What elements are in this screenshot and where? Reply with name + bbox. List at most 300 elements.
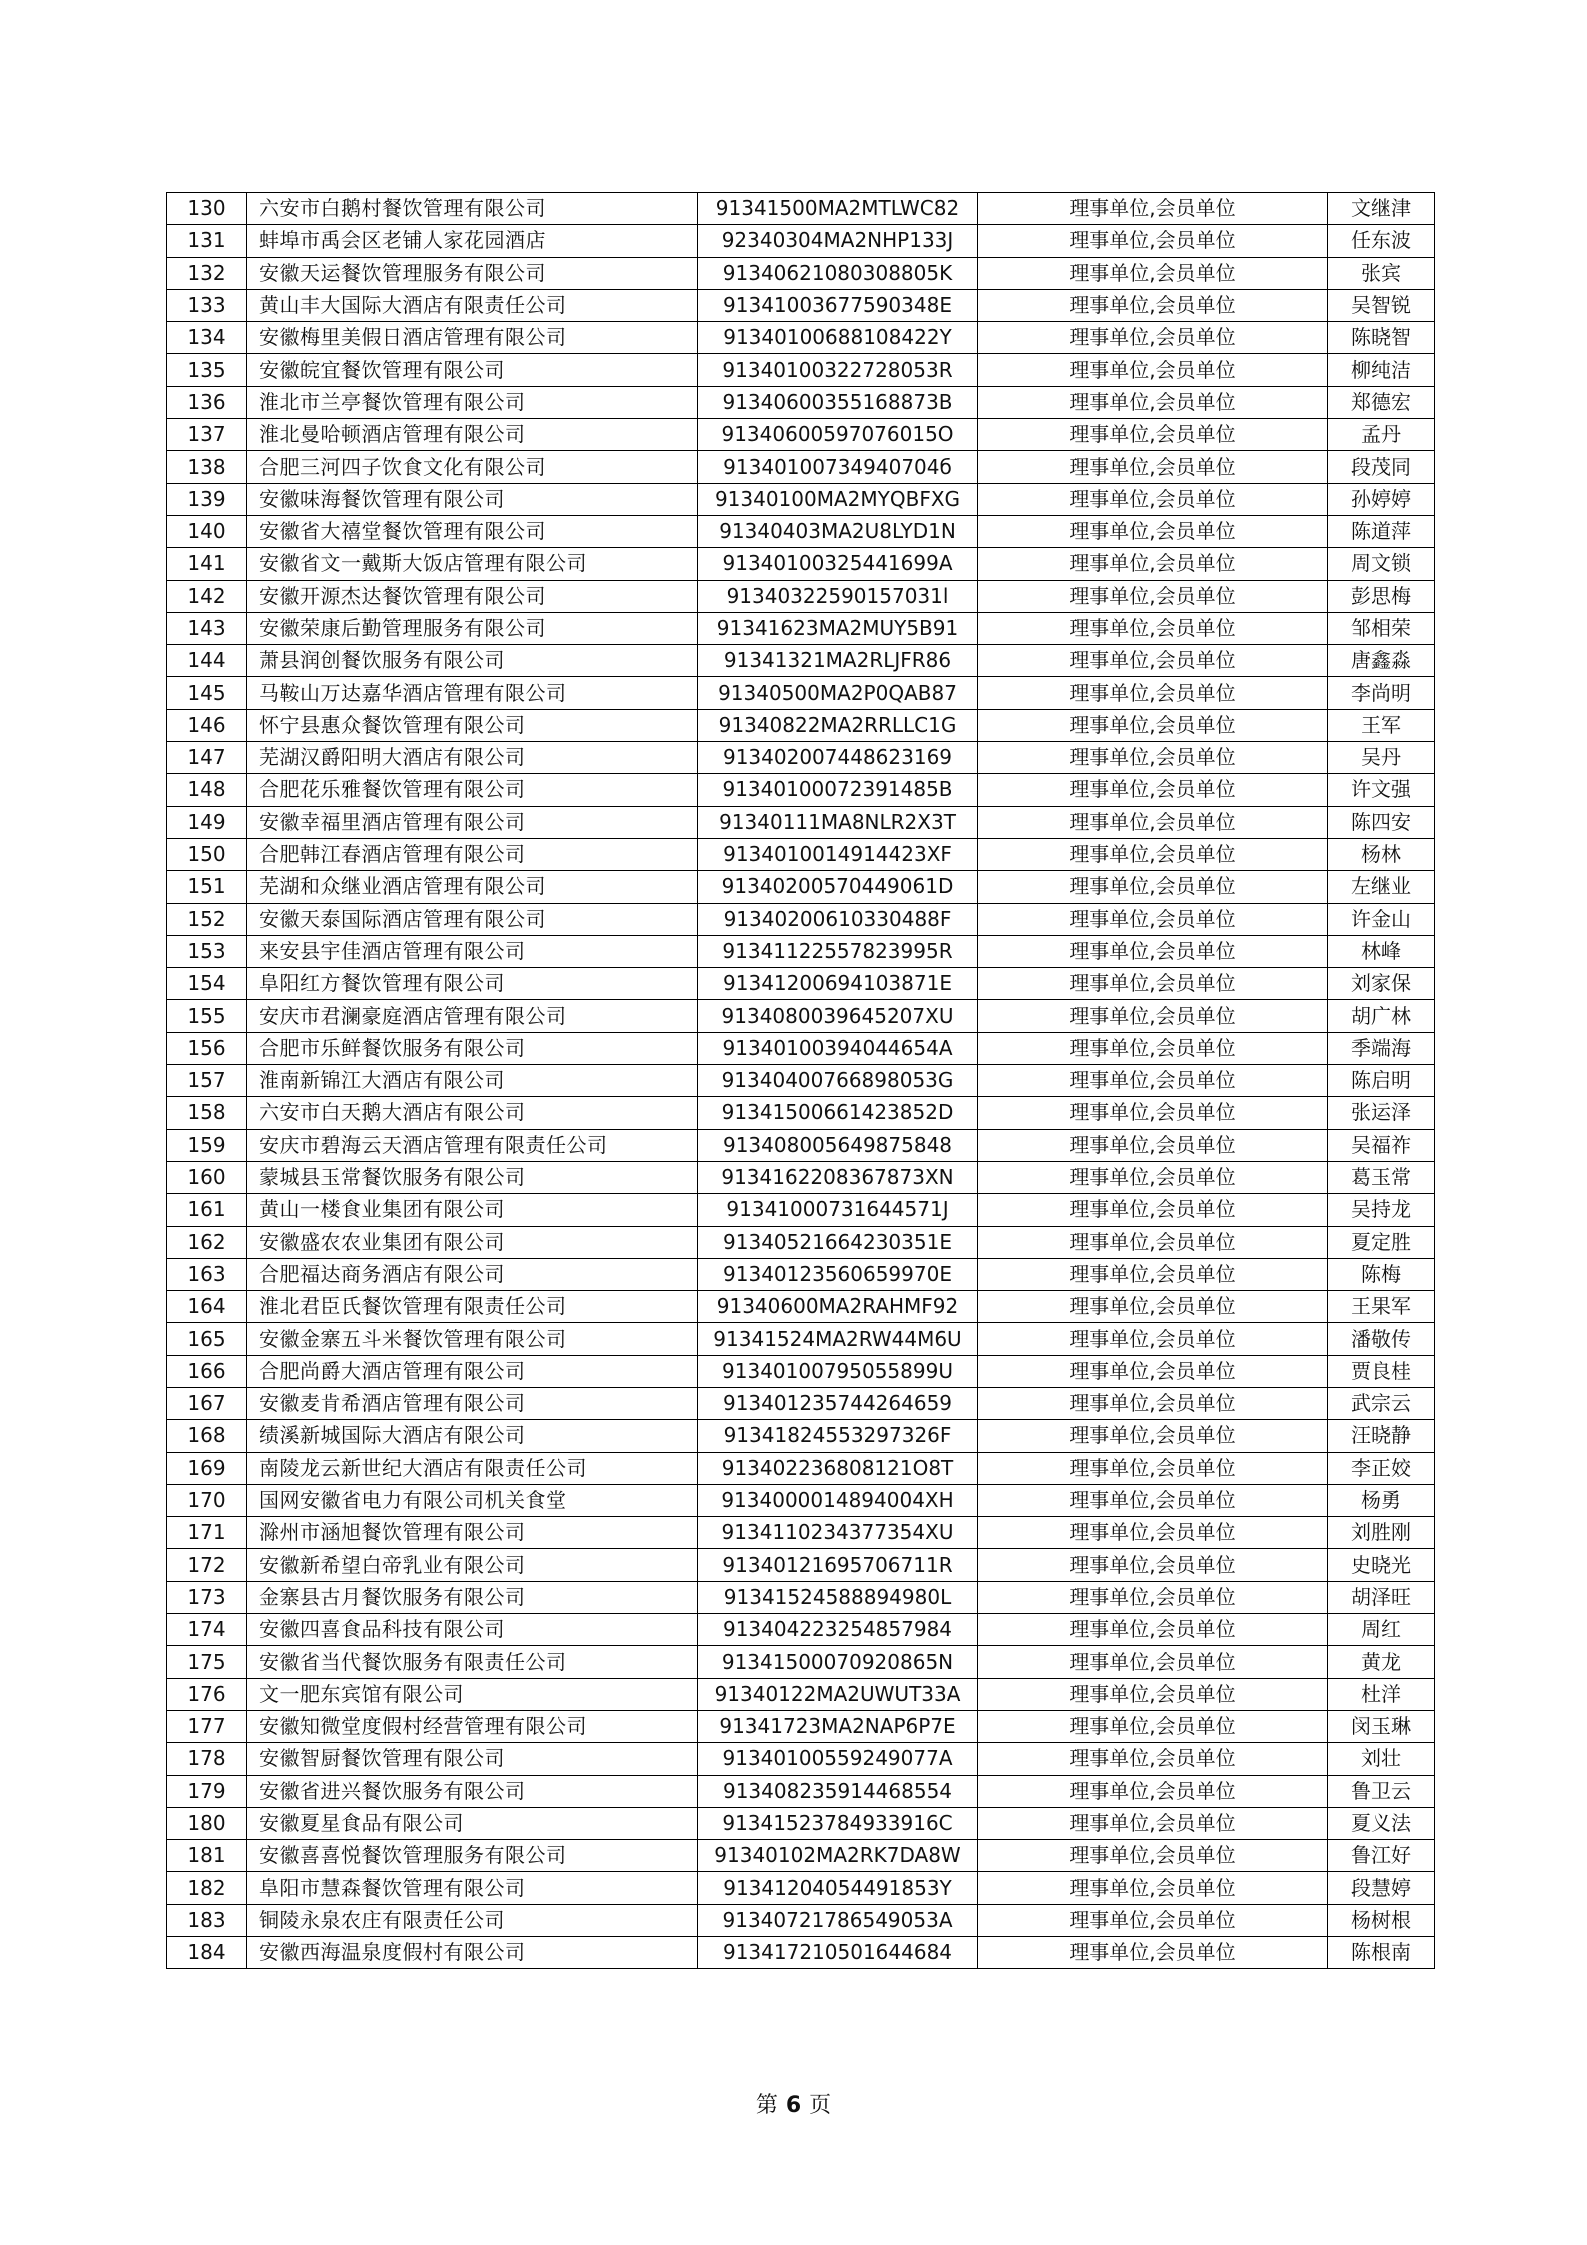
- row-number: 175: [167, 1646, 247, 1678]
- table-row: [167, 1646, 1435, 1678]
- membership-role: 理事单位,会员单位: [978, 1065, 1328, 1097]
- table-row: [167, 1355, 1435, 1387]
- table-row: [167, 419, 1435, 451]
- credit-code: 91340100795055899U: [698, 1355, 978, 1387]
- contact-person: 孟丹: [1328, 419, 1435, 451]
- table-row: [167, 838, 1435, 870]
- credit-code: 91340100322728053R: [698, 354, 978, 386]
- credit-code: 91340100MA2MYQBFXG: [698, 483, 978, 515]
- membership-role: 理事单位,会员单位: [978, 419, 1328, 451]
- membership-role: 理事单位,会员单位: [978, 1775, 1328, 1807]
- row-number: 157: [167, 1065, 247, 1097]
- page-number: 6: [785, 2093, 802, 2118]
- row-number: 177: [167, 1710, 247, 1742]
- contact-person: 李正姣: [1328, 1452, 1435, 1484]
- membership-role: 理事单位,会员单位: [978, 1840, 1328, 1872]
- contact-person: 柳纯洁: [1328, 354, 1435, 386]
- row-number: 135: [167, 354, 247, 386]
- table-row: [167, 354, 1435, 386]
- credit-code: 91340102MA2RK7DA8W: [698, 1840, 978, 1872]
- contact-person: 夏定胜: [1328, 1226, 1435, 1258]
- table-row: [167, 1452, 1435, 1484]
- row-number: 150: [167, 838, 247, 870]
- membership-role: 理事单位,会员单位: [978, 806, 1328, 838]
- contact-person: 杨勇: [1328, 1484, 1435, 1516]
- company-name: 安徽省文一戴斯大饭店管理有限公司: [247, 548, 698, 580]
- contact-person: 史晓光: [1328, 1549, 1435, 1581]
- row-number: 146: [167, 709, 247, 741]
- contact-person: 季端海: [1328, 1032, 1435, 1064]
- membership-role: 理事单位,会员单位: [978, 580, 1328, 612]
- membership-role: 理事单位,会员单位: [978, 1032, 1328, 1064]
- contact-person: 李尚明: [1328, 677, 1435, 709]
- company-name: 合肥尚爵大酒店管理有限公司: [247, 1355, 698, 1387]
- credit-code: 91341723MA2NAP6P7E: [698, 1710, 978, 1742]
- row-number: 178: [167, 1743, 247, 1775]
- credit-code: 913404223254857984: [698, 1614, 978, 1646]
- credit-code: 91340121695706711R: [698, 1549, 978, 1581]
- contact-person: 刘家保: [1328, 968, 1435, 1000]
- row-number: 180: [167, 1807, 247, 1839]
- credit-code: 91341524MA2RW44M6U: [698, 1323, 978, 1355]
- credit-code: 91341122557823995R: [698, 935, 978, 967]
- credit-code: 91340123560659970E: [698, 1258, 978, 1290]
- row-number: 170: [167, 1484, 247, 1516]
- contact-person: 左继业: [1328, 871, 1435, 903]
- membership-role: 理事单位,会员单位: [978, 548, 1328, 580]
- table-row: [167, 1258, 1435, 1290]
- membership-role: 理事单位,会员单位: [978, 386, 1328, 418]
- contact-person: 段慧婷: [1328, 1872, 1435, 1904]
- company-name: 滁州市涵旭餐饮管理有限公司: [247, 1517, 698, 1549]
- credit-code: 92340304MA2NHP133J: [698, 225, 978, 257]
- row-number: 172: [167, 1549, 247, 1581]
- credit-code: 91340500MA2P0QAB87: [698, 677, 978, 709]
- row-number: 160: [167, 1161, 247, 1193]
- contact-person: 杜洋: [1328, 1678, 1435, 1710]
- membership-role: 理事单位,会员单位: [978, 1323, 1328, 1355]
- company-name: 阜阳红方餐饮管理有限公司: [247, 968, 698, 1000]
- row-number: 161: [167, 1194, 247, 1226]
- company-name: 安徽四喜食品科技有限公司: [247, 1614, 698, 1646]
- table-row: [167, 1387, 1435, 1419]
- table-row: [167, 1323, 1435, 1355]
- membership-role: 理事单位,会员单位: [978, 1743, 1328, 1775]
- membership-role: 理事单位,会员单位: [978, 193, 1328, 225]
- membership-role: 理事单位,会员单位: [978, 612, 1328, 644]
- table-row: [167, 1614, 1435, 1646]
- contact-person: 任东波: [1328, 225, 1435, 257]
- credit-code: 91340521664230351E: [698, 1226, 978, 1258]
- contact-person: 郑德宏: [1328, 386, 1435, 418]
- credit-code: 9134010014914423XF: [698, 838, 978, 870]
- membership-role: 理事单位,会员单位: [978, 515, 1328, 547]
- table-row: [167, 1904, 1435, 1936]
- company-name: 安徽开源杰达餐饮管理有限公司: [247, 580, 698, 612]
- row-number: 133: [167, 289, 247, 321]
- row-number: 134: [167, 322, 247, 354]
- contact-person: 刘壮: [1328, 1743, 1435, 1775]
- company-name: 芜湖汉爵阳明大酒店有限公司: [247, 742, 698, 774]
- contact-person: 吴丹: [1328, 742, 1435, 774]
- membership-role: 理事单位,会员单位: [978, 451, 1328, 483]
- contact-person: 陈梅: [1328, 1258, 1435, 1290]
- membership-role: 理事单位,会员单位: [978, 1807, 1328, 1839]
- contact-person: 潘敬传: [1328, 1323, 1435, 1355]
- membership-role: 理事单位,会员单位: [978, 1614, 1328, 1646]
- credit-code: 91340122MA2UWUT33A: [698, 1678, 978, 1710]
- company-name: 芜湖和众继业酒店管理有限公司: [247, 871, 698, 903]
- company-name: 安徽荣康后勤管理服务有限公司: [247, 612, 698, 644]
- membership-role: 理事单位,会员单位: [978, 1355, 1328, 1387]
- contact-person: 黄龙: [1328, 1646, 1435, 1678]
- row-number: 171: [167, 1517, 247, 1549]
- table-row: [167, 548, 1435, 580]
- row-number: 151: [167, 871, 247, 903]
- credit-code: 9134080039645207XU: [698, 1000, 978, 1032]
- credit-code: 9134000014894004XH: [698, 1484, 978, 1516]
- row-number: 166: [167, 1355, 247, 1387]
- contact-person: 吴持龙: [1328, 1194, 1435, 1226]
- table-row: [167, 1775, 1435, 1807]
- row-number: 168: [167, 1420, 247, 1452]
- row-number: 138: [167, 451, 247, 483]
- membership-role: 理事单位,会员单位: [978, 1000, 1328, 1032]
- table-row: [167, 709, 1435, 741]
- credit-code: 91340100559249077A: [698, 1743, 978, 1775]
- company-name: 安徽夏星食品有限公司: [247, 1807, 698, 1839]
- credit-code: 91341523784933916C: [698, 1807, 978, 1839]
- contact-person: 鲁江好: [1328, 1840, 1435, 1872]
- contact-person: 孙婷婷: [1328, 483, 1435, 515]
- credit-code: 91341824553297326F: [698, 1420, 978, 1452]
- membership-role: 理事单位,会员单位: [978, 354, 1328, 386]
- page-suffix: 页: [809, 2093, 832, 2118]
- credit-code: 91341500MA2MTLWC82: [698, 193, 978, 225]
- company-name: 合肥花乐雅餐饮管理有限公司: [247, 774, 698, 806]
- credit-code: 91340721786549053A: [698, 1904, 978, 1936]
- membership-role: 理事单位,会员单位: [978, 1258, 1328, 1290]
- company-name: 安庆市碧海云天酒店管理有限责任公司: [247, 1129, 698, 1161]
- membership-role: 理事单位,会员单位: [978, 1452, 1328, 1484]
- credit-code: 913401235744264659: [698, 1387, 978, 1419]
- table-row: [167, 1517, 1435, 1549]
- credit-code: 91340322590157031l: [698, 580, 978, 612]
- row-number: 144: [167, 645, 247, 677]
- membership-role: 理事单位,会员单位: [978, 257, 1328, 289]
- table-row: [167, 1097, 1435, 1129]
- table-row: [167, 935, 1435, 967]
- credit-code: 913417210501644684: [698, 1937, 978, 1969]
- table-row: [167, 968, 1435, 1000]
- credit-code: 91341321MA2RLJFR86: [698, 645, 978, 677]
- table-row: [167, 1710, 1435, 1742]
- row-number: 143: [167, 612, 247, 644]
- company-name: 六安市白鹅村餐饮管理有限公司: [247, 193, 698, 225]
- table-body: [167, 193, 1435, 1969]
- table-row: [167, 289, 1435, 321]
- row-number: 159: [167, 1129, 247, 1161]
- table-row: [167, 1000, 1435, 1032]
- company-name: 安徽天运餐饮管理服务有限公司: [247, 257, 698, 289]
- contact-person: 胡泽旺: [1328, 1581, 1435, 1613]
- row-number: 131: [167, 225, 247, 257]
- credit-code: 91341500661423852D: [698, 1097, 978, 1129]
- credit-code: 91341524588894980L: [698, 1581, 978, 1613]
- row-number: 164: [167, 1291, 247, 1323]
- contact-person: 陈四安: [1328, 806, 1435, 838]
- membership-role: 理事单位,会员单位: [978, 1678, 1328, 1710]
- company-name: 淮北君臣氏餐饮管理有限责任公司: [247, 1291, 698, 1323]
- member-table: [166, 192, 1435, 1969]
- contact-person: 彭思梅: [1328, 580, 1435, 612]
- membership-role: 理事单位,会员单位: [978, 1161, 1328, 1193]
- company-name: 绩溪新城国际大酒店有限公司: [247, 1420, 698, 1452]
- table-row: [167, 1291, 1435, 1323]
- company-name: 合肥韩江春酒店管理有限公司: [247, 838, 698, 870]
- credit-code: 91340822MA2RRLLC1G: [698, 709, 978, 741]
- credit-code: 91340600355168873B: [698, 386, 978, 418]
- contact-person: 许金山: [1328, 903, 1435, 935]
- membership-role: 理事单位,会员单位: [978, 483, 1328, 515]
- table-row: [167, 483, 1435, 515]
- company-name: 淮南新锦江大酒店有限公司: [247, 1065, 698, 1097]
- row-number: 145: [167, 677, 247, 709]
- table-row: [167, 645, 1435, 677]
- table-row: [167, 1129, 1435, 1161]
- credit-code: 91341204054491853Y: [698, 1872, 978, 1904]
- table-row: [167, 1161, 1435, 1193]
- table-row: [167, 386, 1435, 418]
- membership-role: 理事单位,会员单位: [978, 1484, 1328, 1516]
- contact-person: 贾良桂: [1328, 1355, 1435, 1387]
- company-name: 黄山丰大国际大酒店有限责任公司: [247, 289, 698, 321]
- table-row: [167, 451, 1435, 483]
- table-row: [167, 1549, 1435, 1581]
- membership-role: 理事单位,会员单位: [978, 1387, 1328, 1419]
- credit-code: 91340200570449061D: [698, 871, 978, 903]
- table-row: [167, 612, 1435, 644]
- row-number: 176: [167, 1678, 247, 1710]
- membership-role: 理事单位,会员单位: [978, 1549, 1328, 1581]
- contact-person: 吴智锐: [1328, 289, 1435, 321]
- credit-code: 91340400766898053G: [698, 1065, 978, 1097]
- table-row: [167, 580, 1435, 612]
- credit-code: 91341623MA2MUY5B91: [698, 612, 978, 644]
- contact-person: 杨树根: [1328, 1904, 1435, 1936]
- contact-person: 文继津: [1328, 193, 1435, 225]
- row-number: 132: [167, 257, 247, 289]
- row-number: 179: [167, 1775, 247, 1807]
- row-number: 152: [167, 903, 247, 935]
- company-name: 安徽麦肯希酒店管理有限公司: [247, 1387, 698, 1419]
- membership-role: 理事单位,会员单位: [978, 1097, 1328, 1129]
- credit-code: 9134110234377354XU: [698, 1517, 978, 1549]
- credit-code: 91340111MA8NLR2X3T: [698, 806, 978, 838]
- credit-code: 91341000731644571J: [698, 1194, 978, 1226]
- membership-role: 理事单位,会员单位: [978, 935, 1328, 967]
- company-name: 安徽梅里美假日酒店管理有限公司: [247, 322, 698, 354]
- contact-person: 闵玉琳: [1328, 1710, 1435, 1742]
- credit-code: 913402007448623169: [698, 742, 978, 774]
- membership-role: 理事单位,会员单位: [978, 742, 1328, 774]
- row-number: 139: [167, 483, 247, 515]
- company-name: 来安县宇佳酒店管理有限公司: [247, 935, 698, 967]
- table-row: [167, 871, 1435, 903]
- credit-code: 91340403MA2U8LYD1N: [698, 515, 978, 547]
- contact-person: 邹相荣: [1328, 612, 1435, 644]
- contact-person: 陈根南: [1328, 1937, 1435, 1969]
- company-name: 蚌埠市禹会区老铺人家花园酒店: [247, 225, 698, 257]
- contact-person: 张宾: [1328, 257, 1435, 289]
- table-row: [167, 1032, 1435, 1064]
- company-name: 淮北市兰亭餐饮管理有限公司: [247, 386, 698, 418]
- company-name: 黄山一楼食业集团有限公司: [247, 1194, 698, 1226]
- membership-role: 理事单位,会员单位: [978, 1872, 1328, 1904]
- row-number: 153: [167, 935, 247, 967]
- row-number: 162: [167, 1226, 247, 1258]
- credit-code: 913402236808121O8T: [698, 1452, 978, 1484]
- contact-person: 武宗云: [1328, 1387, 1435, 1419]
- credit-code: 91341500070920865N: [698, 1646, 978, 1678]
- company-name: 安徽味海餐饮管理有限公司: [247, 483, 698, 515]
- contact-person: 胡广林: [1328, 1000, 1435, 1032]
- table-row: [167, 515, 1435, 547]
- company-name: 安徽省当代餐饮服务有限责任公司: [247, 1646, 698, 1678]
- contact-person: 杨林: [1328, 838, 1435, 870]
- contact-person: 汪晓静: [1328, 1420, 1435, 1452]
- company-name: 怀宁县惠众餐饮管理有限公司: [247, 709, 698, 741]
- company-name: 金寨县古月餐饮服务有限公司: [247, 1581, 698, 1613]
- table-row: [167, 1678, 1435, 1710]
- membership-role: 理事单位,会员单位: [978, 968, 1328, 1000]
- membership-role: 理事单位,会员单位: [978, 1937, 1328, 1969]
- membership-role: 理事单位,会员单位: [978, 225, 1328, 257]
- membership-role: 理事单位,会员单位: [978, 871, 1328, 903]
- membership-role: 理事单位,会员单位: [978, 1904, 1328, 1936]
- credit-code: 91341003677590348E: [698, 289, 978, 321]
- contact-person: 段茂同: [1328, 451, 1435, 483]
- row-number: 156: [167, 1032, 247, 1064]
- row-number: 136: [167, 386, 247, 418]
- company-name: 淮北曼哈顿酒店管理有限公司: [247, 419, 698, 451]
- table-row: [167, 257, 1435, 289]
- row-number: 165: [167, 1323, 247, 1355]
- row-number: 149: [167, 806, 247, 838]
- row-number: 130: [167, 193, 247, 225]
- table-row: [167, 1872, 1435, 1904]
- membership-role: 理事单位,会员单位: [978, 1194, 1328, 1226]
- company-name: 安徽智厨餐饮管理有限公司: [247, 1743, 698, 1775]
- company-name: 安徽知微堂度假村经营管理有限公司: [247, 1710, 698, 1742]
- row-number: 140: [167, 515, 247, 547]
- row-number: 137: [167, 419, 247, 451]
- table-row: [167, 193, 1435, 225]
- row-number: 182: [167, 1872, 247, 1904]
- table-row: [167, 774, 1435, 806]
- company-name: 合肥福达商务酒店有限公司: [247, 1258, 698, 1290]
- row-number: 154: [167, 968, 247, 1000]
- credit-code: 91340600MA2RAHMF92: [698, 1291, 978, 1323]
- credit-code: 91340621080308805K: [698, 257, 978, 289]
- table-row: [167, 1743, 1435, 1775]
- row-number: 158: [167, 1097, 247, 1129]
- page-prefix: 第: [755, 2093, 778, 2118]
- table-row: [167, 1226, 1435, 1258]
- contact-person: 许文强: [1328, 774, 1435, 806]
- company-name: 萧县润创餐饮服务有限公司: [247, 645, 698, 677]
- table-row: [167, 903, 1435, 935]
- membership-role: 理事单位,会员单位: [978, 322, 1328, 354]
- company-name: 蒙城县玉常餐饮服务有限公司: [247, 1161, 698, 1193]
- credit-code: 91341200694103871E: [698, 968, 978, 1000]
- table-row: [167, 677, 1435, 709]
- contact-person: 陈道萍: [1328, 515, 1435, 547]
- contact-person: 鲁卫云: [1328, 1775, 1435, 1807]
- membership-role: 理事单位,会员单位: [978, 1291, 1328, 1323]
- page-footer: [0, 2088, 1587, 2119]
- contact-person: 王军: [1328, 709, 1435, 741]
- row-number: 142: [167, 580, 247, 612]
- company-name: 安徽省进兴餐饮服务有限公司: [247, 1775, 698, 1807]
- row-number: 163: [167, 1258, 247, 1290]
- membership-role: 理事单位,会员单位: [978, 1420, 1328, 1452]
- row-number: 148: [167, 774, 247, 806]
- table-row: [167, 1937, 1435, 1969]
- contact-person: 陈晓智: [1328, 322, 1435, 354]
- company-name: 安徽金寨五斗米餐饮管理有限公司: [247, 1323, 698, 1355]
- row-number: 167: [167, 1387, 247, 1419]
- company-name: 安徽幸福里酒店管理有限公司: [247, 806, 698, 838]
- membership-role: 理事单位,会员单位: [978, 1517, 1328, 1549]
- table-row: [167, 322, 1435, 354]
- membership-role: 理事单位,会员单位: [978, 1581, 1328, 1613]
- membership-role: 理事单位,会员单位: [978, 645, 1328, 677]
- table-row: [167, 1420, 1435, 1452]
- company-name: 六安市白天鹅大酒店有限公司: [247, 1097, 698, 1129]
- company-name: 南陵龙云新世纪大酒店有限责任公司: [247, 1452, 698, 1484]
- credit-code: 91340200610330488F: [698, 903, 978, 935]
- company-name: 安徽喜喜悦餐饮管理服务有限公司: [247, 1840, 698, 1872]
- row-number: 184: [167, 1937, 247, 1969]
- credit-code: 91340100734940704б: [698, 451, 978, 483]
- row-number: 183: [167, 1904, 247, 1936]
- credit-code: 91340600597076015O: [698, 419, 978, 451]
- row-number: 169: [167, 1452, 247, 1484]
- membership-role: 理事单位,会员单位: [978, 289, 1328, 321]
- membership-role: 理事单位,会员单位: [978, 1646, 1328, 1678]
- table-row: [167, 1840, 1435, 1872]
- table-row: [167, 1194, 1435, 1226]
- row-number: 147: [167, 742, 247, 774]
- credit-code: 9134162208367873XN: [698, 1161, 978, 1193]
- membership-role: 理事单位,会员单位: [978, 838, 1328, 870]
- row-number: 141: [167, 548, 247, 580]
- contact-person: 刘胜刚: [1328, 1517, 1435, 1549]
- table-row: [167, 742, 1435, 774]
- table-row: [167, 1484, 1435, 1516]
- contact-person: 周文锁: [1328, 548, 1435, 580]
- membership-role: 理事单位,会员单位: [978, 677, 1328, 709]
- membership-role: 理事单位,会员单位: [978, 903, 1328, 935]
- company-name: 安徽西海温泉度假村有限公司: [247, 1937, 698, 1969]
- membership-role: 理事单位,会员单位: [978, 1710, 1328, 1742]
- company-name: 安徽皖宜餐饮管理有限公司: [247, 354, 698, 386]
- company-name: 铜陵永泉农庄有限责任公司: [247, 1904, 698, 1936]
- contact-person: 陈启明: [1328, 1065, 1435, 1097]
- row-number: 173: [167, 1581, 247, 1613]
- credit-code: 91340100325441699A: [698, 548, 978, 580]
